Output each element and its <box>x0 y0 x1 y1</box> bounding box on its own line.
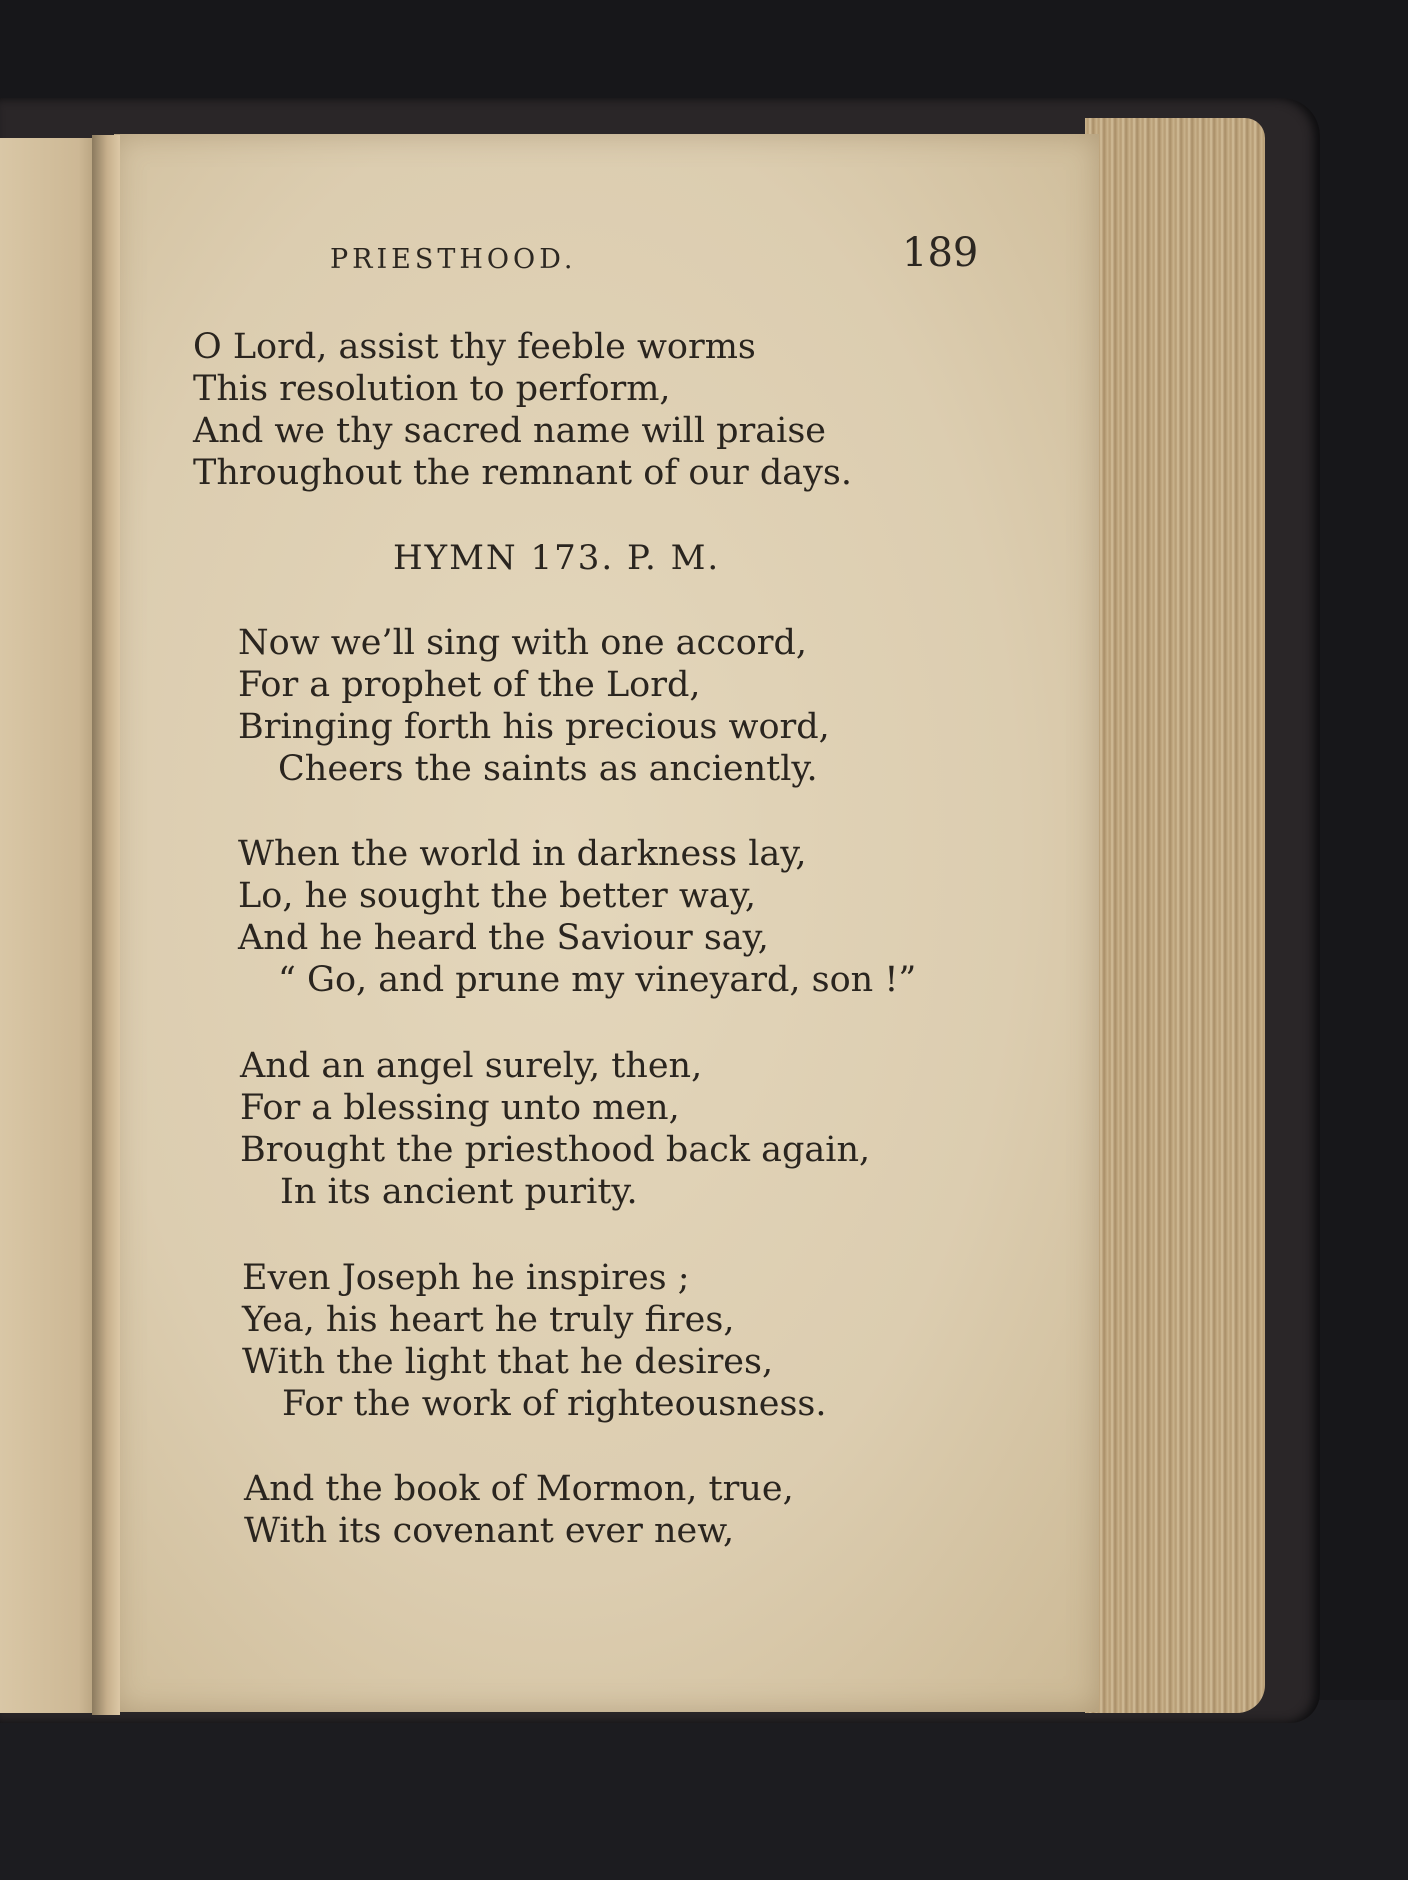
verse-line: With its covenant ever new, <box>244 1511 735 1551</box>
running-title: PRIESTHOOD. <box>330 244 577 275</box>
verse-line: And we thy sacred name will praise <box>193 411 827 451</box>
verse-line: Even Joseph he inspires ; <box>242 1258 690 1298</box>
verse-line: Brought the priesthood back again, <box>240 1130 871 1170</box>
verse-line: Bringing forth his precious word, <box>238 707 830 747</box>
verse-line: When the world in darkness lay, <box>238 834 807 874</box>
verse-line: For the work of righteousness. <box>282 1384 827 1424</box>
verse-line: And the book of Mormon, true, <box>244 1469 794 1509</box>
verse-line: Now we’ll sing with one accord, <box>238 623 808 663</box>
previous-hymn-stanza <box>193 326 852 494</box>
verse-line: This resolution to perform, <box>193 369 671 409</box>
dark-backdrop <box>0 1700 1408 1880</box>
page-block-edges <box>1085 118 1265 1713</box>
verse-line: And he heard the Saviour say, <box>238 918 769 958</box>
verse-line: With the light that he desires, <box>242 1342 774 1382</box>
verse-line: For a prophet of the Lord, <box>238 665 701 705</box>
stanza-3 <box>240 1045 870 1213</box>
verse-line: In its ancient purity. <box>280 1172 638 1212</box>
verse-line: Cheers the saints as anciently. <box>278 749 818 789</box>
verse-line: O Lord, assist thy feeble worms <box>193 327 756 367</box>
stanza-4 <box>242 1257 827 1425</box>
book-gutter <box>92 135 120 1715</box>
stanza-1 <box>238 622 830 790</box>
verse-line: And an angel surely, then, <box>240 1046 703 1086</box>
page-number: 189 <box>902 230 979 276</box>
stanza-2 <box>238 833 916 1001</box>
verse-line: Yea, his heart he truly fires, <box>242 1300 735 1340</box>
verse-line: Lo, he sought the better way, <box>238 876 756 916</box>
verse-line: For a blessing unto men, <box>240 1088 680 1128</box>
stanza-5 <box>244 1468 794 1552</box>
verse-line: Throughout the remnant of our days. <box>193 453 852 493</box>
hymn-title: HYMN 173. P. M. <box>393 538 721 578</box>
verse-line: “ Go, and prune my vineyard, son !” <box>278 960 917 1000</box>
